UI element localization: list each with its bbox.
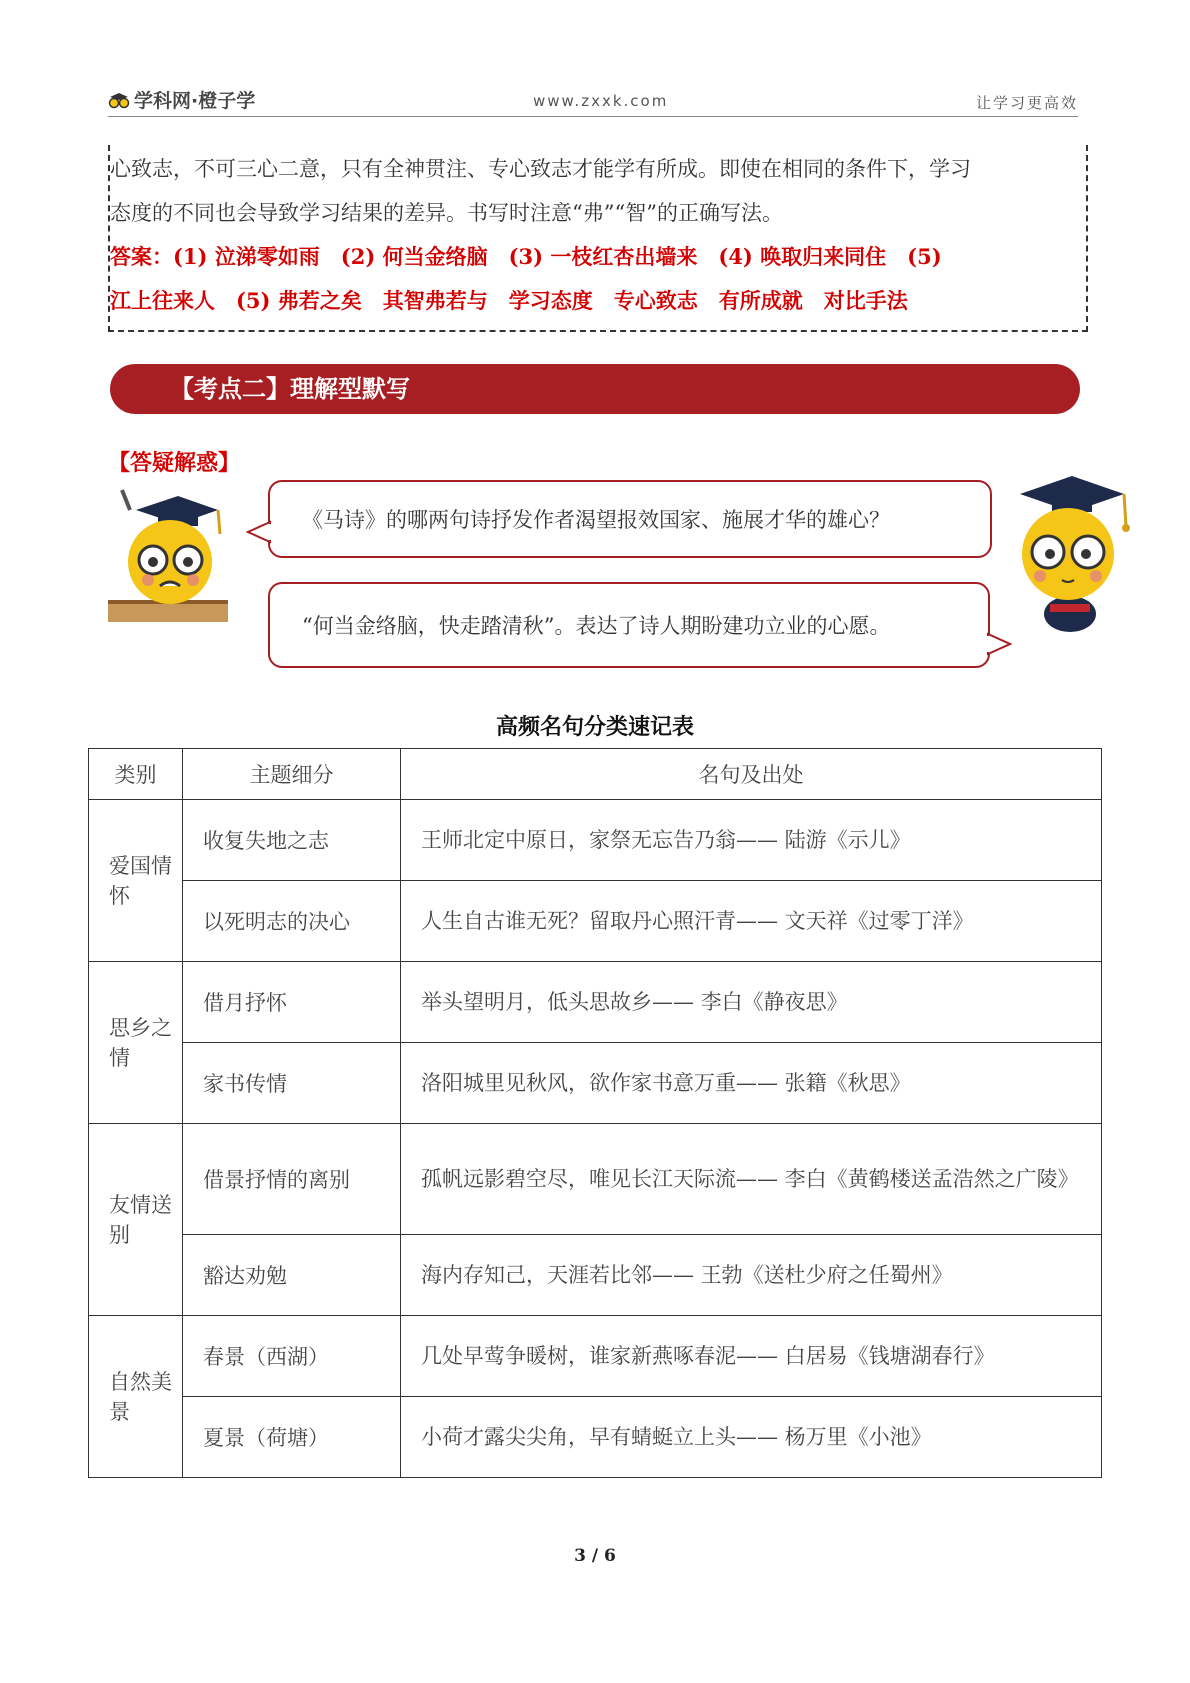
quote-cell: 洛阳城里见秋风，欲作家书意万重—— 张籍《秋思》 (401, 1043, 1102, 1124)
header-quote: 名句及出处 (401, 749, 1102, 800)
header-category: 类别 (89, 749, 183, 800)
bubble-tail-left (246, 520, 272, 544)
table-header-row (89, 749, 1102, 800)
quote-cell: 王师北定中原日，家祭无忘告乃翁—— 陆游《示儿》 (401, 800, 1102, 881)
table-row (89, 1124, 1102, 1235)
table-row (89, 1397, 1102, 1478)
page-number: 3 / 6 (574, 1546, 616, 1566)
qa-title: 【答疑解惑】 (108, 451, 241, 476)
topic-cell: 家书传情 (183, 1043, 401, 1124)
category-cell: 自然美景 (89, 1316, 183, 1478)
page-header (108, 86, 1078, 117)
mascot-crying-icon (108, 482, 228, 632)
logo (108, 86, 255, 113)
table-row (89, 962, 1102, 1043)
topic-cell: 借景抒情的离别 (183, 1124, 401, 1235)
quote-cell: 人生自古谁无死？留取丹心照汗青—— 文天祥《过零丁洋》 (401, 881, 1102, 962)
table-row (89, 1316, 1102, 1397)
explanation-line-1: 心致志，不可三心二意，只有全神贯注、专心致志才能学有所成。即使在相同的条件下，学习 (110, 157, 971, 181)
answer-box (108, 145, 1088, 332)
answer-text: “何当金络脑，快走踏清秋”。表达了诗人期盼建功立业的心愿。 (302, 614, 891, 638)
glasses-logo-icon (108, 91, 130, 109)
table-title: 高频名句分类速记表 (495, 714, 694, 740)
topic-cell: 以死明志的决心 (183, 881, 401, 962)
topic-cell: 春景（西湖） (183, 1316, 401, 1397)
topic-cell: 豁达劝勉 (183, 1235, 401, 1316)
topic-cell: 夏景（荷塘） (183, 1397, 401, 1478)
slogan: 让学习更高效 (975, 94, 1078, 112)
table-row (89, 1043, 1102, 1124)
quote-cell: 小荷才露尖尖角，早有蜻蜓立上头—— 杨万里《小池》 (401, 1397, 1102, 1478)
table-row (89, 800, 1102, 881)
question-text: 《马诗》的哪两句诗抒发作者渴望报效国家、施展才华的雄心？ (302, 508, 890, 532)
answer-bubble (268, 582, 990, 668)
quote-cell: 几处早莺争暖树，谁家新燕啄春泥—— 白居易《钱塘湖春行》 (401, 1316, 1102, 1397)
category-cell: 友情送别 (89, 1124, 183, 1316)
explanation-line-2: 态度的不同也会导致学习结果的差异。书写时注意“弗”“智”的正确写法。 (110, 201, 783, 225)
bubble-tail-right (986, 632, 1012, 656)
answer-line-1: 答案：(1) 泣涕零如雨 (2) 何当金络脑 (3) 一枝红杏出墙来 (4) 唤取归来同住 (5) (110, 244, 942, 269)
table-row (89, 1235, 1102, 1316)
category-cell: 思乡之情 (89, 962, 183, 1124)
mascot-thinking-icon (1000, 466, 1140, 636)
quote-cell: 举头望明月，低头思故乡—— 李白《静夜思》 (401, 962, 1102, 1043)
table-row (89, 881, 1102, 962)
answer-line-2: 江上往来人 (5) 弗若之矣 其智弗若与 学习态度 专心致志 有所成就 对比手法 (110, 288, 908, 313)
question-bubble (268, 480, 992, 558)
topic-cell: 借月抒怀 (183, 962, 401, 1043)
quote-cell: 孤帆远影碧空尽，唯见长江天际流—— 李白《黄鹤楼送孟浩然之广陵》 (401, 1124, 1102, 1235)
category-cell: 爱国情怀 (89, 800, 183, 962)
topic-cell: 收复失地之志 (183, 800, 401, 881)
poem-table (88, 748, 1102, 1478)
header-topic: 主题细分 (183, 749, 401, 800)
logo-text: 学科网·橙子学 (134, 90, 256, 112)
quote-cell: 海内存知己，天涯若比邻—— 王勃《送杜少府之任蜀州》 (401, 1235, 1102, 1316)
site-url: www.zxxk.com (533, 92, 669, 110)
section-title: 【考点二】理解型默写 (110, 364, 1080, 414)
